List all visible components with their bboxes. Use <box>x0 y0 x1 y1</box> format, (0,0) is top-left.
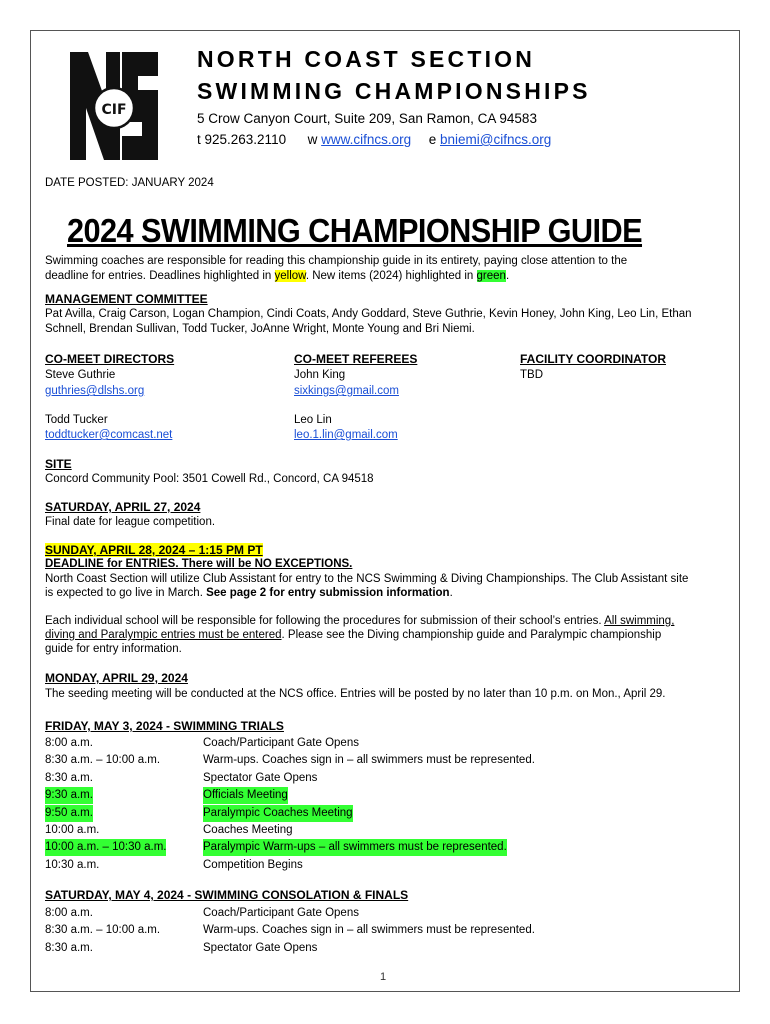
intro-text: deadline for entries. Deadlines highlighted in <box>45 270 275 282</box>
management-line2: Schnell, Brendan Sullivan, Todd Tucker, JoAnne Wright, Monte Young and Bri Niemi. <box>45 323 475 335</box>
schedule-event: Competition Begins <box>203 858 303 871</box>
referee-1-email[interactable]: sixkings@gmail.com <box>294 385 399 397</box>
apr28-p1-line1: North Coast Section will utilize Club Assistant for entry to the NCS Swimming & Diving Championships. The Club Assistant site <box>45 573 689 585</box>
intro-line2 <box>45 269 509 284</box>
email-link[interactable]: bniemi@cifncs.org <box>439 132 552 147</box>
schedule-time: 10:30 a.m. <box>45 858 100 871</box>
schedule-event: Spectator Gate Opens <box>203 771 318 784</box>
apr29-heading: MONDAY, APRIL 29, 2024 <box>45 671 188 685</box>
schedule-time: 9:30 a.m. <box>45 787 93 804</box>
schedule-time: 8:30 a.m. – 10:00 a.m. <box>45 754 161 767</box>
intro-line1: Swimming coaches are responsible for reading this championship guide in its entirety, paying close attention to the <box>45 255 628 267</box>
referee-2-email[interactable]: leo.1.lin@gmail.com <box>294 429 398 441</box>
schedule-time: 8:30 a.m. <box>45 771 93 784</box>
schedule-event: Officials Meeting <box>203 787 288 804</box>
site-text: Concord Community Pool: 3501 Cowell Rd., Concord, CA 94518 <box>45 473 374 485</box>
apr28-text: is expected to go live in March. <box>45 587 207 599</box>
schedule-event: Spectator Gate Opens <box>203 941 318 954</box>
page-title: 2024 SWIMMING CHAMPIONSHIP GUIDE <box>67 212 643 249</box>
referee-2-name: Leo Lin <box>294 414 332 426</box>
schedule-time: 9:50 a.m. <box>45 805 93 822</box>
schedule-time: 10:00 a.m. <box>45 824 100 836</box>
referee-1-name: John King <box>294 369 346 381</box>
schedule-event: Warm-ups. Coaches sign in – all swimmers must be represented. <box>203 754 535 767</box>
facility-heading: FACILITY COORDINATOR <box>520 352 667 366</box>
contact-line <box>197 132 551 147</box>
intro-text: . <box>505 270 510 282</box>
schedule-event: Coach/Participant Gate Opens <box>203 907 359 919</box>
apr29-text: The seeding meeting will be conducted at the NCS office. Entries will be posted by no later than 10 p.m. on Mon., April 29. <box>45 688 666 700</box>
green-highlight-label: green <box>476 270 506 282</box>
director-2-email[interactable]: toddtucker@comcast.net <box>45 429 173 441</box>
apr28-heading: SUNDAY, APRIL 28, 2024 – 1:15 PM PT <box>45 543 263 557</box>
web-prefix: w <box>307 132 318 147</box>
site-heading: SITE <box>45 457 72 471</box>
apr28-bold-text: See page 2 for entry submission information <box>206 587 450 599</box>
schedule-event: Paralympic Warm-ups – all swimmers must be represented. <box>203 839 507 856</box>
org-name-line1: NORTH COAST SECTION <box>197 46 536 72</box>
schedule-event: Paralympic Coaches Meeting <box>203 805 353 822</box>
apr28-p2-line1 <box>45 614 674 629</box>
page-number: 1 <box>380 971 387 983</box>
schedule-time: 8:30 a.m. <box>45 941 93 954</box>
schedule-time: 8:30 a.m. – 10:00 a.m. <box>45 924 161 937</box>
apr28-text: Each individual school will be responsible for following the procedures for submission of their school’s entries. <box>45 615 605 627</box>
svg-text:CIF: CIF <box>101 102 127 118</box>
management-heading: MANAGEMENT COMMITTEE <box>45 292 208 306</box>
director-1-name: Steve Guthrie <box>45 369 116 381</box>
may4-heading: SATURDAY, MAY 4, 2024 - SWIMMING CONSOLATION & FINALS <box>45 888 409 902</box>
apr28-text: . <box>449 587 453 599</box>
referees-heading: CO-MEET REFEREES <box>294 352 418 366</box>
ncs-cif-logo <box>68 46 160 166</box>
website-link[interactable]: www.cifncs.org <box>321 132 412 147</box>
apr28-p2-line3: guide for entry information. <box>45 643 182 655</box>
schedule-event: Coaches Meeting <box>203 824 293 836</box>
org-address: 5 Crow Canyon Court, Suite 209, San Ramon, CA 94583 <box>197 111 537 126</box>
org-name-line2: SWIMMING CHAMPIONSHIPS <box>197 78 591 104</box>
intro-text: . New items (2024) highlighted in <box>305 270 477 282</box>
date-posted: DATE POSTED: JANUARY 2024 <box>45 177 214 189</box>
schedule-time: 8:00 a.m. <box>45 907 93 919</box>
apr27-text: Final date for league competition. <box>45 516 216 528</box>
director-1-email[interactable]: guthries@dlshs.org <box>45 385 145 397</box>
apr28-deadline <box>45 557 352 572</box>
facility-value: TBD <box>520 369 543 381</box>
schedule-event: Warm-ups. Coaches sign in – all swimmers must be represented. <box>203 924 535 937</box>
director-2-name: Todd Tucker <box>45 414 108 426</box>
apr28-text: . Please see the Diving championship guide and Paralympic championship <box>281 629 662 641</box>
apr28-p2-line2 <box>45 628 661 643</box>
directors-heading: CO-MEET DIRECTORS <box>45 352 175 366</box>
apr28-underlined-text: All swimming, <box>604 615 675 627</box>
management-line1: Pat Avilla, Craig Carson, Logan Champion, Cindi Coats, Andy Goddard, Steve Guthrie, Kevin Honey, John King, Leo Lin, Ethan <box>45 308 692 320</box>
deadline-note: There will be NO EXCEPTIONS. <box>178 558 353 570</box>
schedule-time: 10:00 a.m. – 10:30 a.m. <box>45 839 166 856</box>
yellow-highlight-label: yellow <box>274 270 306 282</box>
phone-number: t 925.263.2110 <box>197 132 287 147</box>
deadline-label: DEADLINE for ENTRIES. <box>45 558 179 570</box>
email-prefix: e <box>428 132 437 147</box>
schedule-event: Coach/Participant Gate Opens <box>203 737 359 749</box>
schedule-time: 8:00 a.m. <box>45 737 93 749</box>
may3-heading: FRIDAY, MAY 3, 2024 - SWIMMING TRIALS <box>45 719 284 733</box>
apr28-underlined-text: diving and Paralympic entries must be entered <box>45 629 282 641</box>
apr27-heading: SATURDAY, APRIL 27, 2024 <box>45 500 201 514</box>
apr28-p1-line2 <box>45 586 453 601</box>
